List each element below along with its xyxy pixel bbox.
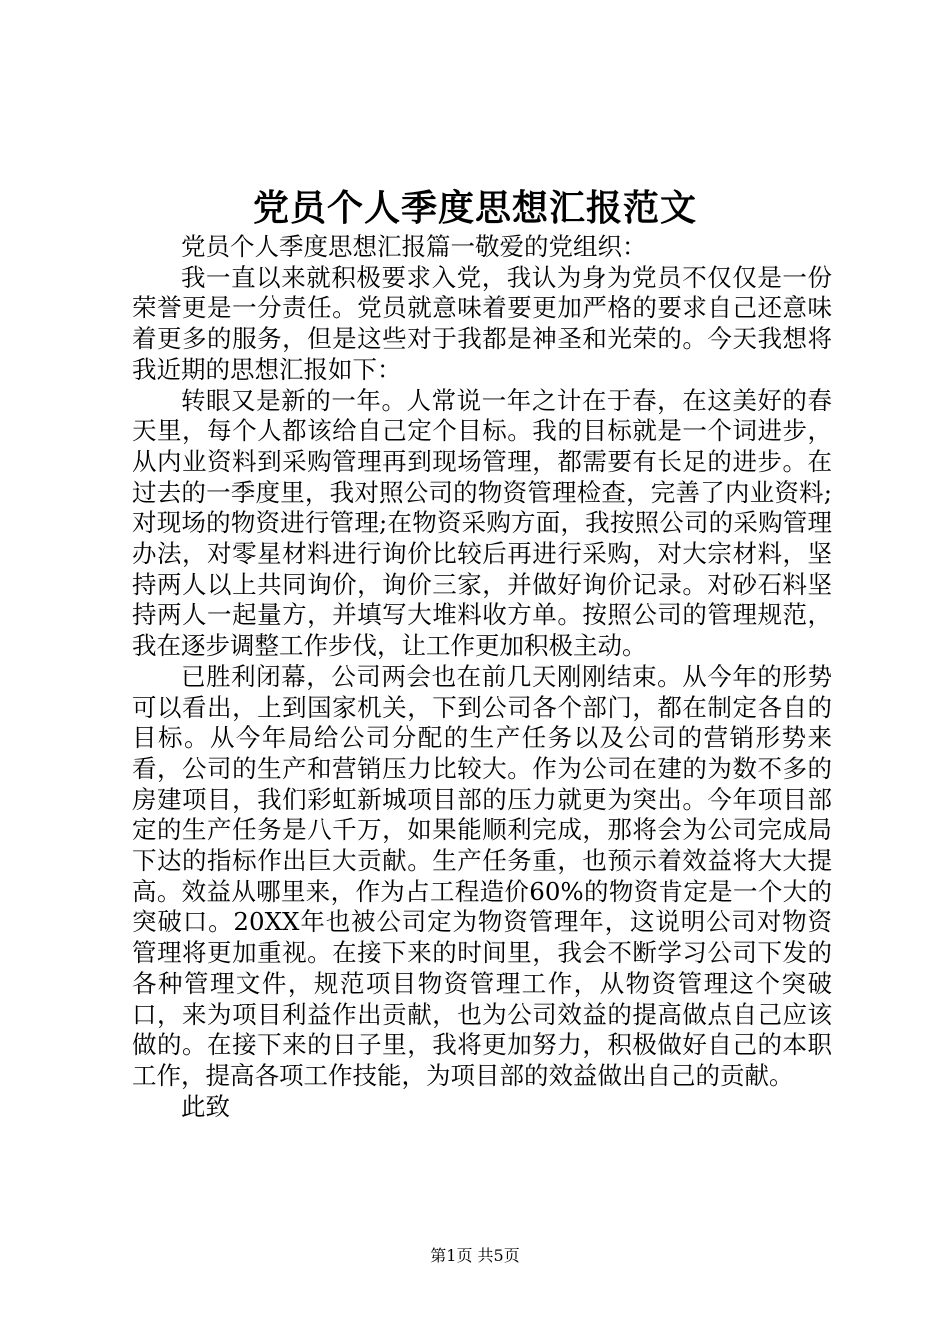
paragraph-intro: 我一直以来就积极要求入党，我认为身为党员不仅仅是一份荣誉更是一分责任。党员就意味着要更加严格的要求自己还意味着更多的服务，但是这些对于我都是神圣和光荣的。今天我想将我近期的思想汇报如下： [132,262,832,384]
page-footer: 第1页 共5页 [430,1246,520,1265]
paragraph-goals: 已胜利闭幕，公司两会也在前几天刚刚结束。从今年的形势可以看出，上到国家机关，下到公司各个部门，都在制定各自的目标。从今年局给公司分配的生产任务以及公司的营销形势来看，公司的生产和营销压力比较大。作为公司在建的为数不多的房建项目，我们彩虹新城项目部的压力就更为突出。今年项目部定的生产任务是八千万，如果能顺利完成，那将会为公司完成局下达的指标作出巨大贡献。生产任务重，也预示着效益将大大提高。效益从哪里来，作为占工程造价60%的物资肯定是一个大的突破口。20XX年也被公司定为物资管理年，这说明公司对物资管理将更加重视。在接下来的时间里，我会不断学习公司下发的各种管理文件，规范项目物资管理工作，从物资管理这个突破口，来为项目利益作出贡献，也为公司效益的提高做点自己应该做的。在接下来的日子里，我将更加努力，积极做好自己的本职工作，提高各项工作技能，为项目部的效益做出自己的贡献。 [132,661,832,1090]
paragraph-progress: 转眼又是新的一年。人常说一年之计在于春，在这美好的春天里，每个人都该给自己定个目标。我的目标就是一个词进步，从内业资料到采购管理再到现场管理，都需要有长足的进步。在过去的一季度里，我对照公司的物资管理检查，完善了内业资料;对现场的物资进行管理;在物资采购方面，我按照公司的采购管理办法，对零星材料进行询价比较后再进行采购，对大宗材料，坚持两人以上共同询价，询价三家，并做好询价记录。对砂石料坚持两人一起量方，并填写大堆料收方单。按照公司的管理规范，我在逐步调整工作步伐，让工作更加积极主动。 [132,385,832,661]
paragraph-closing: 此致 [181,1091,230,1121]
paragraph-salutation: 党员个人季度思想汇报篇一敬爱的党组织： [181,232,647,261]
document-body [132,232,832,1122]
document-title: 党员个人季度思想汇报范文 [252,187,697,229]
